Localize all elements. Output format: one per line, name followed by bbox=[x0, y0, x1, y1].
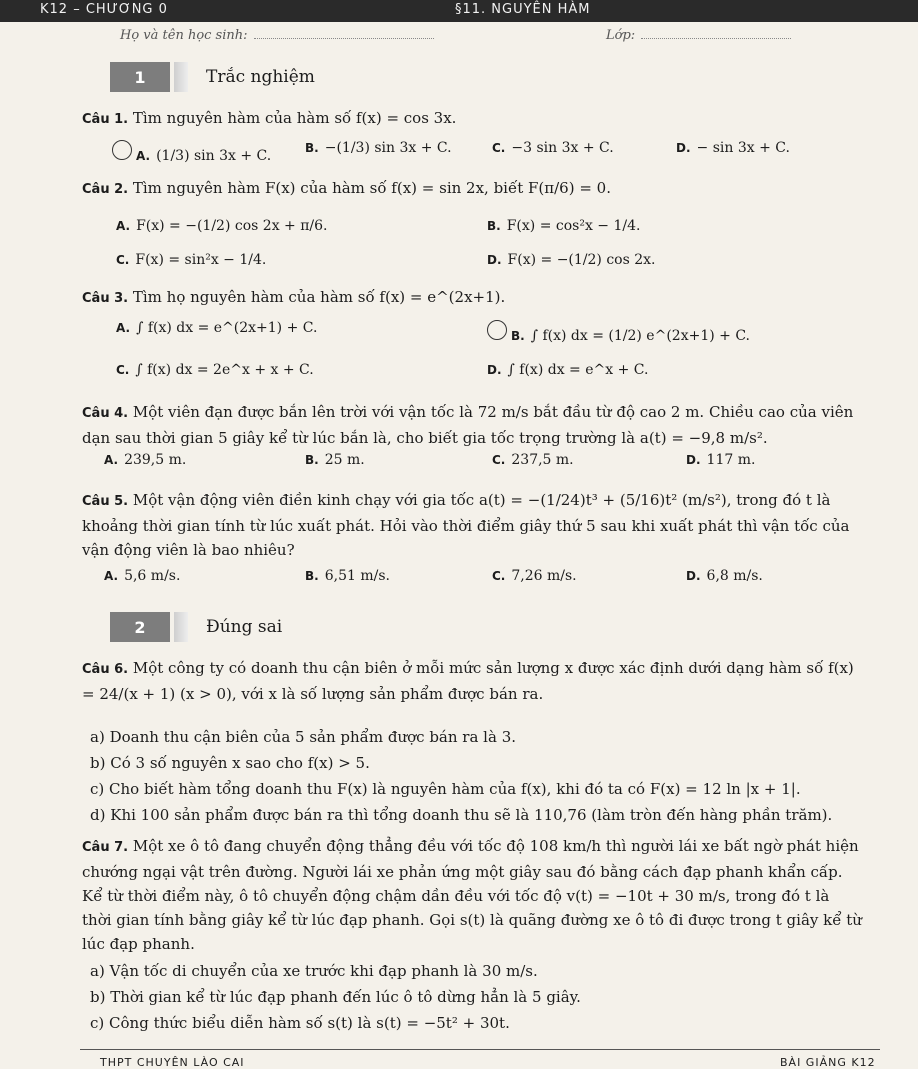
question-label: Câu 1. bbox=[82, 112, 129, 127]
q5-option-c[interactable]: C. 7,26 m/s. bbox=[492, 568, 577, 584]
q3-option-d[interactable]: D. ∫ f(x) dx = e^x + C. bbox=[487, 362, 649, 378]
q1-option-d[interactable]: D. − sin 3x + C. bbox=[676, 140, 790, 156]
student-name-line bbox=[120, 28, 434, 43]
q1-option-c[interactable]: C. −3 sin 3x + C. bbox=[492, 140, 614, 156]
q6-item-c: c) Cho biết hàm tổng doanh thu F(x) là nguyên hàm của f(x), khi đó ta có F(x) = 12 ln |x + 1|. bbox=[90, 780, 801, 798]
class-label: Lớp: bbox=[606, 28, 636, 43]
q6-item-b: b) Có 3 số nguyên x sao cho f(x) > 5. bbox=[90, 754, 370, 772]
question-text: Một viên đạn được bắn lên trời với vận tốc là 72 m/s bắt đầu từ độ cao 2 m. Chiều cao của viên dạn sau thời gian 5 giây kể từ lúc bắn là, cho biết gia tốc trọng trường là a(t) = −9,8 m/s². bbox=[82, 403, 854, 447]
student-name-label: Họ và tên học sinh: bbox=[120, 28, 248, 43]
q7-item-a: a) Vận tốc di chuyển của xe trước khi đạp phanh là 30 m/s. bbox=[90, 962, 538, 980]
question-label: Câu 4. bbox=[82, 406, 129, 421]
section-heading-1 bbox=[110, 62, 315, 92]
q2-option-b[interactable]: B. F(x) = cos²x − 1/4. bbox=[487, 218, 641, 234]
section-decor bbox=[174, 612, 188, 642]
section-heading-2 bbox=[110, 612, 282, 642]
q7-item-b: b) Thời gian kể từ lúc đạp phanh đến lúc ô tô dừng hẳn là 5 giây. bbox=[90, 988, 581, 1006]
chapter-title: K12 – CHƯƠNG 0 bbox=[40, 2, 168, 17]
q4-option-c[interactable]: C. 237,5 m. bbox=[492, 452, 574, 468]
question-5 bbox=[82, 488, 862, 562]
q3-option-b[interactable]: B. ∫ f(x) dx = (1/2) e^(2x+1) + C. bbox=[487, 320, 750, 344]
q3-option-c[interactable]: C. ∫ f(x) dx = 2e^x + x + C. bbox=[116, 362, 314, 378]
answer-circle-icon bbox=[487, 320, 507, 340]
q4-option-a[interactable]: A. 239,5 m. bbox=[104, 452, 187, 468]
question-label: Câu 2. bbox=[82, 182, 129, 197]
q4-option-b[interactable]: B. 25 m. bbox=[305, 452, 365, 468]
q2-option-d[interactable]: D. F(x) = −(1/2) cos 2x. bbox=[487, 252, 656, 268]
question-text: Tìm nguyên hàm F(x) của hàm số f(x) = sin 2x, biết F(π/6) = 0. bbox=[132, 179, 611, 197]
question-3 bbox=[82, 285, 862, 311]
question-label: Câu 6. bbox=[82, 662, 129, 677]
q6-item-d: d) Khi 100 sản phẩm được bán ra thì tổng doanh thu sẽ là 110,76 (làm tròn đến hàng phần trăm). bbox=[90, 806, 833, 824]
question-4 bbox=[82, 400, 862, 450]
section-decor bbox=[174, 62, 188, 92]
q7-item-c: c) Công thức biểu diễn hàm số s(t) là s(t) = −5t² + 30t. bbox=[90, 1014, 510, 1032]
question-label: Câu 7. bbox=[82, 840, 129, 855]
question-6 bbox=[82, 656, 862, 706]
footer-brand: BÀI GIẢNG K12 bbox=[780, 1056, 876, 1069]
lesson-title: §11. NGUYÊN HÀM bbox=[455, 2, 591, 17]
question-text: Tìm họ nguyên hàm của hàm số f(x) = e^(2x+1). bbox=[132, 288, 506, 306]
q1-option-b[interactable]: B. −(1/3) sin 3x + C. bbox=[305, 140, 452, 156]
q3-option-a[interactable]: A. ∫ f(x) dx = e^(2x+1) + C. bbox=[116, 320, 318, 336]
q1-option-a[interactable]: A. (1/3) sin 3x + C. bbox=[112, 140, 271, 164]
question-7 bbox=[82, 834, 862, 956]
question-text: Một xe ô tô đang chuyển động thẳng đều với tốc độ 108 km/h thì người lái xe bất ngờ phát hiện chướng ngại vật trên đường. Người lái xe phản ứng một giây sau đó bằng cách đạp phanh khẩn cấp. Kể từ thời điểm này, ô tô chuyển động chậm dần đều với tốc độ v(t) = −10t + 30 m/s, trong đó t là thời gian tính bằng giây kể từ lúc đạp phanh. Gọi s(t) là quãng đường xe ô tô đi được trong t giây kể từ lúc đạp phanh. bbox=[82, 837, 862, 953]
section-title: Đúng sai bbox=[206, 617, 283, 637]
question-text: Một công ty có doanh thu cận biên ở mỗi mức sản lượng x được xác định dưới dạng hàm số f(x) = 24/(x + 1) (x > 0), với x là số lượng sản phẩm được bán ra. bbox=[82, 659, 854, 703]
question-label: Câu 3. bbox=[82, 291, 129, 306]
q5-option-a[interactable]: A. 5,6 m/s. bbox=[104, 568, 181, 584]
footer bbox=[80, 1049, 880, 1069]
q5-option-d[interactable]: D. 6,8 m/s. bbox=[686, 568, 763, 584]
q2-option-c[interactable]: C. F(x) = sin²x − 1/4. bbox=[116, 252, 267, 268]
q4-option-d[interactable]: D. 117 m. bbox=[686, 452, 756, 468]
q5-option-b[interactable]: B. 6,51 m/s. bbox=[305, 568, 390, 584]
question-1 bbox=[82, 106, 862, 132]
question-text: Tìm nguyên hàm của hàm số f(x) = cos 3x. bbox=[132, 109, 457, 127]
class-line bbox=[606, 28, 791, 43]
answer-circle-icon bbox=[112, 140, 132, 160]
section-number: 2 bbox=[110, 612, 170, 642]
school-name: THPT CHUYÊN LÀO CAI bbox=[100, 1056, 245, 1069]
section-number: 1 bbox=[110, 62, 170, 92]
q2-option-a[interactable]: A. F(x) = −(1/2) cos 2x + π/6. bbox=[116, 218, 328, 234]
question-label: Câu 5. bbox=[82, 494, 129, 509]
section-title: Trắc nghiệm bbox=[206, 67, 315, 87]
header-bar bbox=[0, 0, 918, 22]
question-2 bbox=[82, 176, 862, 202]
question-text: Một vận động viên điền kinh chạy với gia tốc a(t) = −(1/24)t³ + (5/16)t² (m/s²), trong đó t là khoảng thời gian tính từ lúc xuất phát. Hỏi vào thời điểm giây thứ 5 sau khi xuất phát thì vận tốc của vận động viên là bao nhiêu? bbox=[82, 491, 850, 559]
q6-item-a: a) Doanh thu cận biên của 5 sản phẩm được bán ra là 3. bbox=[90, 728, 516, 746]
